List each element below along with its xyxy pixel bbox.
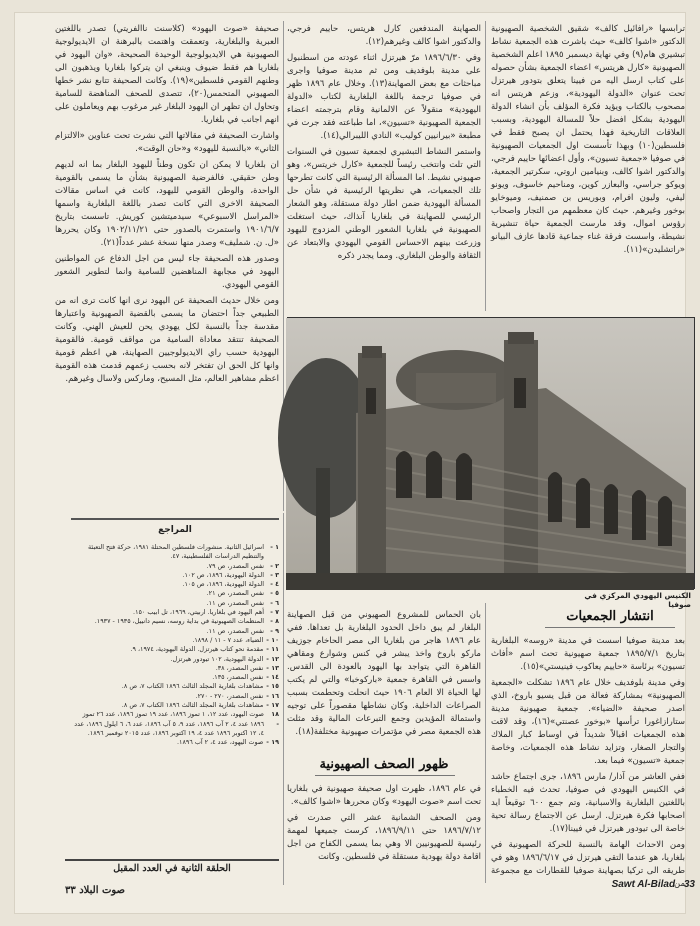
reference-item <box>71 617 279 626</box>
reference-number: ١٦ - <box>266 691 279 700</box>
reference-text: نفس المصدر، ص ٢١. <box>206 589 264 598</box>
reference-item <box>71 701 279 710</box>
column-divider <box>485 21 486 311</box>
reference-item <box>71 692 279 701</box>
reference-number: ١٥ - <box>266 682 279 691</box>
paragraph: ان بلغاريا لا يمكن ان تكون وطناً لليهود البلغار بما انه لديهم وطن حقيقي. فالفرضية الصهيونية بشأن ما يسمى بالقومية الواحدة، والوطن القومي لليهود، كانت في اساس مقالات الصحيفة الاخرى التي كانت تصدر باللغة البلغارية واسمها «المراسل الاسبوعي» سيدميتشين كوريش. تاسست بتاريخ ١٩٠١/٦/٧ واستمرت بالصدور حتى ١٩٠٢/١١/٢١ وكان يحررها «ل. ن. شمليف» وصدر منها نسخة عشر عدداً(٢١). <box>55 160 280 248</box>
reference-text: الدولة اليهودية، ١٨٩٦، ص ١٠٥. <box>182 580 264 589</box>
reference-text: مقدمة نحو كتاب هيرتزل. الدولة اليهودية، ١٩٧٤، ٩. <box>130 645 264 654</box>
article-column-left-top <box>55 23 279 501</box>
article-column-press <box>287 783 481 883</box>
article-column-middle-top <box>287 23 481 305</box>
reference-item <box>71 738 279 747</box>
reference-number: ٩ - <box>270 626 279 635</box>
reference-item <box>71 710 279 738</box>
reference-number: ٣ - <box>270 570 279 579</box>
reference-number: ١٤ - <box>266 673 279 682</box>
reference-number: ٧ - <box>270 608 279 617</box>
section-title-underline <box>315 775 455 776</box>
reference-item <box>71 682 279 691</box>
references-title: المراجع <box>158 525 192 535</box>
reference-item <box>71 627 279 636</box>
paragraph: واشارت الصحيفة في مقالاتها التي نشرت تحت عناوين «الالتزام الثاني» «بالنسبة لليهود» و«حان الوقت». <box>55 131 279 154</box>
reference-item <box>71 599 279 608</box>
reference-number: ٢ - <box>270 561 279 570</box>
paragraph: وفي ١٨٩٦/٦/٣٠ مرّ هيرتزل اثناء عودته من اسطنبول على مدينة بلوفديف ومن ثم مدينة صوفيا واجرى مباحثات مع بعض الصهاينة(١٣). وخلال عام ١٨٩٦ ظهر في صوفيا ترجمة باللغة البلغارية لكتاب «الدولة اليهودية» منقولاً عن الالمانية وقام بترجمته اعضاء الجمعية الصهيونية «تسيون»، اما طباعته فقد جرت في مطبعة «بيرانيين كوليب» النادي الليبرالي(١٤). <box>287 53 482 141</box>
next-part-note: الحلقة الثانية في العدد المقبل <box>113 863 231 874</box>
paragraph: ومن الاحداث الهامة بالنسبة للحركة الصهيونية في بلغاريا، هو عندما التقى هيرتزل في ١٨٩٦/٦/١٧ وهو في طريقه الى تركيا بصهاينة صوفيا للقطارات مع مجموعة من <box>491 840 685 889</box>
reference-item <box>71 571 279 580</box>
next-part-rule <box>65 859 279 861</box>
column-divider <box>485 603 486 883</box>
reference-item <box>71 655 279 664</box>
reference-text: نفس المصدر، ٣٨. <box>215 663 264 672</box>
reference-number: ١٧ - <box>266 701 279 710</box>
reference-text: مشاهدات بلغارية المجلد الثالث ١٨٩٦ الكتاب ٧، ص ٨. <box>121 682 264 691</box>
reference-item <box>71 636 279 645</box>
reference-text: الدولة اليهودية، ١٨٩٦، ص ١٠٢. <box>182 570 264 579</box>
reference-item <box>71 589 279 598</box>
reference-text: نفس المصدر، ٢٧٠ - ٢٧٠. <box>195 691 264 700</box>
reference-text: المنظمات الصهيونية في بداية روسه، نسيم دانييل، ١٩٣٥ - ١٩٣٧. <box>94 617 264 626</box>
paragraph: الصهاينة المندفعين كارل هريتس، حاييم فرجي، والدكتور اشوا كالف وغيرهم(١٢). <box>287 24 481 47</box>
reference-text: اسرائيل الثانية. منشورات فلسطين المحتلة ١٩٨١، حركة فتح التعبئة والتنظيم الدراسات الفلسطينية، ٤٧. <box>87 543 264 561</box>
reference-number: ١٩ - <box>266 738 279 747</box>
reference-number: ١٣ - <box>266 663 279 672</box>
footer-brand-name: Sawt Al-Bilad <box>611 879 676 890</box>
paragraph: بعد مدينة صوفيا اسست في مدينة «روسه» البلغارية بتاريخ ١٨٩٥/٧/١ جمعية صهيونية تحت اسم «أفاث تسيون» برئاسة «حاييم يعاكوب فينيستي»(١٥). <box>491 636 685 672</box>
reference-text: صوت اليهود، عدد ١٢، ١ تموز ١٨٩٦، عدد ١٩ تموز ١٨٩٦، عدد ٢٦ تموز ١٨٩٦ عدد ٤، ٢ آب ١٨٩٦، عدد ٩، ٥ آب ١٨٩٦، عدد ٦، ٦ ايلول ١٨٩٦، عدد ٤، ١٢ اكتوبر ١٨٩٦ عدد ٤، ١٩ اكتوبر ١٨٩٦، عدد ٢٠١٥ نوفمبر ١٨٩٦. <box>74 710 264 737</box>
paragraph: ومن الصحف الشمانية عشر التي صدرت في ١٨٩٦/٧/١٢ حتى ١٨٩٦/٩/١١، كرست جميعها لمهمة رئيسية للصهيونيين الا وهي بما يسمى الكفاح من اجل اقامة دولة يهودية مستقلة في فلسطين. وكانت <box>287 813 481 862</box>
reference-number: ١٠ - <box>266 635 279 644</box>
reference-text: الضياء، عدد ٧ - ١١ / ١٨٩٨. <box>192 635 264 644</box>
paragraph: وفي مدينة بلوفديف خلال عام ١٨٩٦ تشكلت «الجمعية الصهيونية» بمشاركة فعالة من قبل يسيو باروخ، الذي اصدر صحيفة «الضياء». جمعية صهيونية مدينة ستارازاغورا ترأسها «بوخور عصنتي»(١٦)، وقد لاقت هذه الجمعيات اقبالاً شديداً في اوساط كبار الملاك والتجار الصغار، وتزايد نشاط هذه الجمعيات، وخاصة جمعية «تسيون» فيما بعد. <box>491 678 686 766</box>
paragraph: ففي العاشر من آذار/ مارس ١٨٩٦، جرى اجتماع حاشد في الكنيس اليهودي في صوفيا، تحدث فيه الخطباء باللغتين البلغارية والاسبانية، وتم جمع ٦٠٠ توقيعاً ايد اصحابها فكرة هيرتزل. ارسل عن الاجتماع رسالة تحية خاصة الى تيودور هيرتزل في فيينا(١٧). <box>491 772 685 834</box>
paragraph: ترابسها «رافائيل كالف» شقيق الشخصية الصهيونية الدكتور «اشوا كالف» حيث باشرت هذه الجمعية نشاط تبشيري هام(٩) وفي نهاية ديسمبر ١٨٩٥ اعلم الشخصية الصهيونية «كارل هريتس» اعضاء الجمعية بشأن حصوله على كتاب ارسل اليه من فيينا يتعلق بتودور هيرتزل تحت عنوان «الدولة اليهودية»، وزعم هريتس انه مصحوب بالكتاب ويؤيد فكرة المؤلف بأن انشاء الدولة اليهودية بشكل افضل حلاً للمسالة اليهودية، وبسبب العلاقات التاريخية فهذا يحتمل ان يصبح فقط في فلسطين(١٠) وبهذا تأسست اول الجمعيات الصهيونية في صوفيا «جمعية تسيون»، وأول اعضائها حاييم فرجي، والدكتور اشوا كالف، وبنيامين اروتي، سكرتير الجمعية، ويوكو جراسي، والبعازر كوين، ومناحيم خاسوف، ويونو ليفي، وليون افرام، وبوريس بن صمنيف، وميوخايو بوخور وغيرهم. حيث كان معظمهم من التجار واصحاب رؤوس اموال، وقد مارست الجمعية حياة تنشيرية نشيطة، واسست فرقة غناء جماعية قادها عازف البيانو «راتشليدن»(١١). <box>491 24 685 255</box>
reference-item <box>71 608 279 617</box>
reference-text: أهم اليهود في بلغاريا. اربيتي، ١٩٦٩، تل ابيب ١٥٠. <box>133 608 264 617</box>
reference-item <box>71 664 279 673</box>
paragraph: ومن خلال حديث الصحيفة عن اليهود نرى انها كانت ترى انه من الطبيعي جداً احتضان ما يسمى بالقضية الصهيونية واعتبارها مقدسة جداً بالنسبة لكل يهودي يحن للعيش الهني. وكانت الصحيفة تنتقد معاداة السامية من مواقف قومية. فالقومية اليهودية حسب راي الايديولوجيين الصهاينة، هي اعظم قومية وانها كل الحق ان تفتخر لانه بحسب زعمهم قدمت هذه القومية اعظم مشاهير العالم، مثل المسيح، وماركس ولاسال وغيرهم. <box>55 296 279 384</box>
reference-text: نفس المصدر، ١٣٥. <box>212 673 264 682</box>
article-column-right-top <box>491 23 685 349</box>
paragraph: بان الحماس للمشروع الصهيوني من قبل الصهاينة البلغار لم يبق داخل الحدود البلغارية بل تعداها. ففي عام ١٨٩٦ هاجر من بلغاريا الى مصر الحاخام جوزيف ماركو باروخ واخذ يبشر في كنس وشوارع ومقاهي القاهرة التي يتواجد بها اليهود بالعودة الى القدس. واسس في القاهرة جمعية «باركوخبا» والتي لم يكتب لها الحياة الا العام ١٩٠٦ حيث انحلت وتحطمت بسبب الصراعات الداخلية. وكان نشاطها مقصوراً على توجيه واستمالة المؤيدين وجمع التبرعات المالية وقد مثلت هذه الجمعية مصر في مؤتمرات صهيونية مختلفة(١٨). <box>287 610 481 737</box>
footer-page-number: 33 <box>683 879 695 890</box>
section-title-spread: انتشار الجمعيات <box>566 609 654 624</box>
reference-number: ٦ - <box>270 598 279 607</box>
references-list <box>71 543 279 748</box>
paragraph: واستمر النشاط التبشيري لجمعية تسيون في السنوات التي تلت وانتخب رئيساً للجمعية «كارل خريتس»، وهو صهيوني نشيط. اما المسألة الرئيسية التي كانت تطرحها تلك الجمعيات، هي نظريتها الرئيسية في شأن حل المسألة اليهودية ضمن اطار دولة مستقلة، وهو الشعار الرئيسي للصهاينة في بلغاريا آنذاك، حيث استغلت الصهيونية في بلغاريا الشعور الوطني المزدوج لليهود وزرعت بينهم الاحساس القومي اليهودي والابتعاد عن الثقافة والوطن البلغاري. ومما يجدر ذكره <box>287 147 481 261</box>
article-column-middle-bottom <box>287 609 481 749</box>
reference-text: نفس المصدر، ص ٧٩. <box>206 561 264 570</box>
paragraph: في عام ١٨٩٦، ظهرت اول صحيفة صهيونية في بلغاريا تحت اسم «صوت اليهود» وكان محررها «اشوا كالف». <box>287 784 481 807</box>
paragraph: وصدور هذه الصحيفة جاء ليس من اجل الدفاع عن المواطنين اليهود في مجابهة المناهضين للسامية وانما لتطوير الشعور القومي اليهودي. <box>55 254 279 290</box>
synagogue-photo <box>287 317 695 589</box>
section-title-underline <box>545 627 675 628</box>
reference-number: ١٨ - <box>271 710 279 728</box>
photo-caption: الكنيس اليهودي المركزي في صوفيا <box>584 591 691 609</box>
reference-number: ٤ - <box>270 580 279 589</box>
reference-item <box>71 645 279 654</box>
reference-number: ١٢ - <box>266 654 279 663</box>
reference-text: الدولة اليهودية، ١٠٢ تيودور هيرتزل. <box>170 654 264 663</box>
reference-item <box>71 580 279 589</box>
reference-number: ٥ - <box>270 589 279 598</box>
references-top-rule <box>71 518 279 520</box>
reference-text: نفس المصدر، ص ١١. <box>206 626 264 635</box>
magazine-page <box>14 12 695 914</box>
reference-number: ١١ - <box>266 645 279 654</box>
column-divider <box>283 513 284 885</box>
reference-item <box>71 562 279 571</box>
synagogue-illustration <box>286 318 694 590</box>
reference-text: مشاهدات بلغارية المجلد الثالث ١٨٩٦ الكتاب ٧، ص ٨. <box>121 701 264 710</box>
reference-text: نفس المصدر، ص ١١. <box>206 598 264 607</box>
reference-number: ٨ - <box>270 617 279 626</box>
reference-item <box>71 543 279 562</box>
section-title-press: ظهور الصحف الصهيونية <box>319 757 449 772</box>
footer-arabic-label: صوت البلاد ٣٣ <box>65 885 126 896</box>
paragraph: صحيفة «صوت اليهود» (كلاسنت ناالفريتي) تصدر باللغتين العبرية والبلغارية، وتعمقت واهتمت بالبرهنة ان الايديولوجية الصهيونية هي الايديولوجية الوحيدة الصحيحة، «وان اليهود في بلغاريا هم فقط ضيوف وينبغي ان يتركوا بلغاريا ويذهبون الى وطنهم القومي فلسطين»(١٩). وكانت الصحيفة تتابع نشر خطها الصهيوني المتحمس(٢٠)، تتصدى للصحف المناهضة للسامية وتحاول ان تظهر ان اليهود البلغار غير مرغوب بهم ويعاملون على انهم اجانب في بلغاريا. <box>55 24 279 125</box>
reference-item <box>71 673 279 682</box>
footer-brand <box>571 879 695 890</box>
reference-text: صوت اليهود، عدد ٤، ٢ آب ١٨٩٦. <box>177 738 264 747</box>
reference-number: ١ - <box>270 543 279 551</box>
